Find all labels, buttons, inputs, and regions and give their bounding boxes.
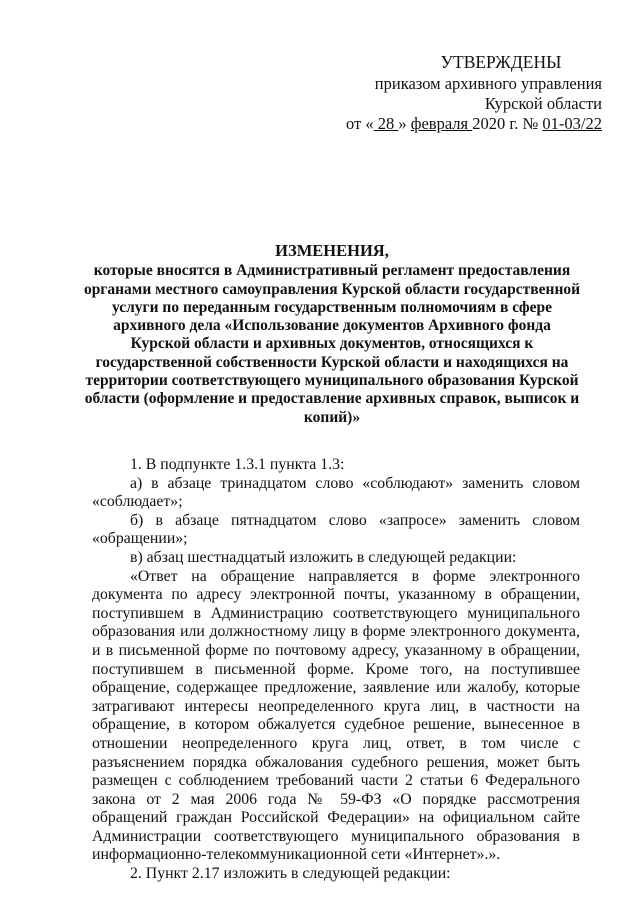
paragraph-5: «Ответ на обращение направляется в форме электронного документа по адресу электронной почты, указанному в обращении, поступившем в Администрацию соответствующего муниципального образования или должностному лицу в форме электронного документа, и в письменной форме по почтовому адресу, указанному в обращении, поступившем в письменной форме. Кроме того, на поступившее обращение, содержащее предложение, заявление или жалобу, которые затрагивают интересы неопределенного круга лиц, в частности на обращение, в котором обжалуется судебное решение, вынесенное в отношении неопределенного круга лиц, ответ, в том числе с разъяснением порядка обжалования судебного решения, может быть размещен с соблюдением требований части 2 статьи 6 Федерального закона от 2 мая 2006 года № 59-ФЗ «О порядке рассмотрения обращений граждан Российской Федерации» на официальном сайте Администрации соответствующего муниципального образования в информационно-телекоммуникационной сети «Интернет».».	[92, 567, 580, 864]
paragraph-4: в) абзац шестнадцатый изложить в следующей редакции:	[130, 548, 517, 566]
approval-block	[300, 52, 602, 134]
document-heading	[82, 242, 582, 427]
date-month: февраля	[410, 114, 473, 133]
heading-subtitle: которые вносятся в Административный регламент предоставления органами местного самоуправления Курской области государственной услуги по переданным государственным полномочиям в сфере архивного дела «Использование документов Архивного фонда Курской области и архивных документов, относящихся к государственной собственности Курской области и находящихся на территории соответствующего муниципального образования Курской области (оформление и предоставление архивных справок, выписок и копий)»	[83, 262, 581, 426]
order-number: 01-03/22	[542, 114, 602, 133]
date-mid: »	[398, 114, 411, 133]
document-body	[92, 456, 580, 884]
approval-date-line	[300, 114, 602, 134]
approval-line-2: Курской области	[484, 94, 602, 113]
date-prefix: от «	[346, 114, 374, 133]
date-day: 28	[373, 114, 399, 133]
approval-title: УТВЕРЖДЕНЫ	[440, 52, 562, 72]
paragraph-6: 2. Пункт 2.17 изложить в следующей редакции:	[130, 865, 451, 883]
heading-title: ИЗМЕНЕНИЯ,	[275, 241, 389, 260]
date-suffix: 2020 г. №	[472, 114, 543, 133]
paragraph-2: а) в абзаце тринадцатом слово «соблюдают» заменить словом «соблюдает»;	[92, 474, 580, 511]
paragraph-1: 1. В подпункте 1.3.1 пункта 1.3:	[130, 456, 345, 473]
paragraph-3: б) в абзаце пятнадцатом слово «запросе» заменить словом «обращении»;	[92, 511, 580, 548]
approval-line-1: приказом архивного управления	[374, 74, 602, 93]
